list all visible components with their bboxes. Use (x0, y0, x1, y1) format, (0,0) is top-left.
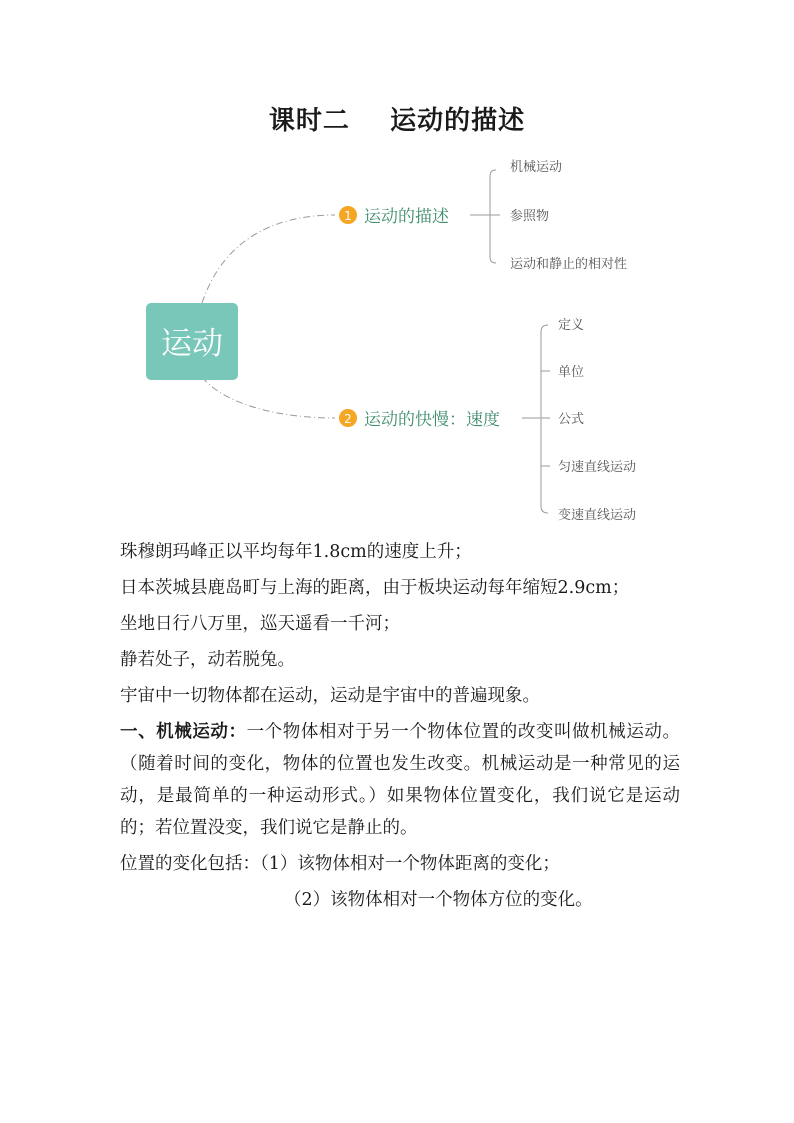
branch-1-index: 1 (344, 209, 352, 223)
branch-2-leaf-3: 公式 (558, 412, 585, 427)
branch-2-label: 运动的快慢：速度 (364, 410, 500, 430)
branch-1-bracket (490, 170, 496, 263)
section-heading-mechanical-motion: 一、机械运动： (120, 722, 247, 742)
paragraph-7: 位置的变化包括：（1）该物体相对一个物体距离的变化； (120, 854, 560, 874)
connector-root-branch-1 (202, 215, 335, 303)
body-text (120, 536, 680, 916)
branch-2-bracket (541, 325, 548, 513)
branch-1-leaf-1: 机械运动 (510, 160, 563, 175)
paragraph-3: 坐地日行八万里，巡天遥看一千河； (120, 614, 400, 634)
paragraph-1: 珠穆朗玛峰正以平均每年1.8cm的速度上升； (120, 542, 472, 562)
paragraph-6 (120, 716, 680, 844)
branch-1-leaf-2: 参照物 (510, 209, 550, 224)
branch-2-leaf-4: 匀速直线运动 (558, 460, 637, 475)
branch-1-leaf-3: 运动和静止的相对性 (510, 257, 628, 272)
paragraph-8: （2）该物体相对一个物体方位的变化。 (284, 890, 593, 910)
branch-2-leaf-5: 变速直线运动 (558, 508, 637, 523)
paragraph-6-text: 一个物体相对于另一个物体位置的改变叫做机械运动。（随着时间的变化，物体的位置也发生改变。机械运动是一种常见的运动，是最简单的一种运动形式。）如果物体位置变化，我们说它是运动的；若位置没变，我们说它是静止的。 (120, 722, 681, 838)
mind-map (0, 140, 794, 530)
branch-2-leaf-1: 定义 (558, 318, 585, 333)
page-title: 课时二 运动的描述 (268, 106, 526, 136)
branch-2-leaf-2: 单位 (558, 365, 585, 380)
connector-root-branch-2 (202, 377, 335, 418)
paragraph-4: 静若处子，动若脱兔。 (120, 650, 295, 670)
root-label: 运动 (161, 326, 223, 362)
paragraph-5: 宇宙中一切物体都在运动，运动是宇宙中的普遍现象。 (120, 686, 540, 706)
paragraph-2: 日本茨城县鹿岛町与上海的距离，由于板块运动每年缩短2.9cm； (120, 578, 630, 598)
branch-1-label: 运动的描述 (364, 207, 449, 227)
branch-2-index: 2 (344, 412, 352, 426)
